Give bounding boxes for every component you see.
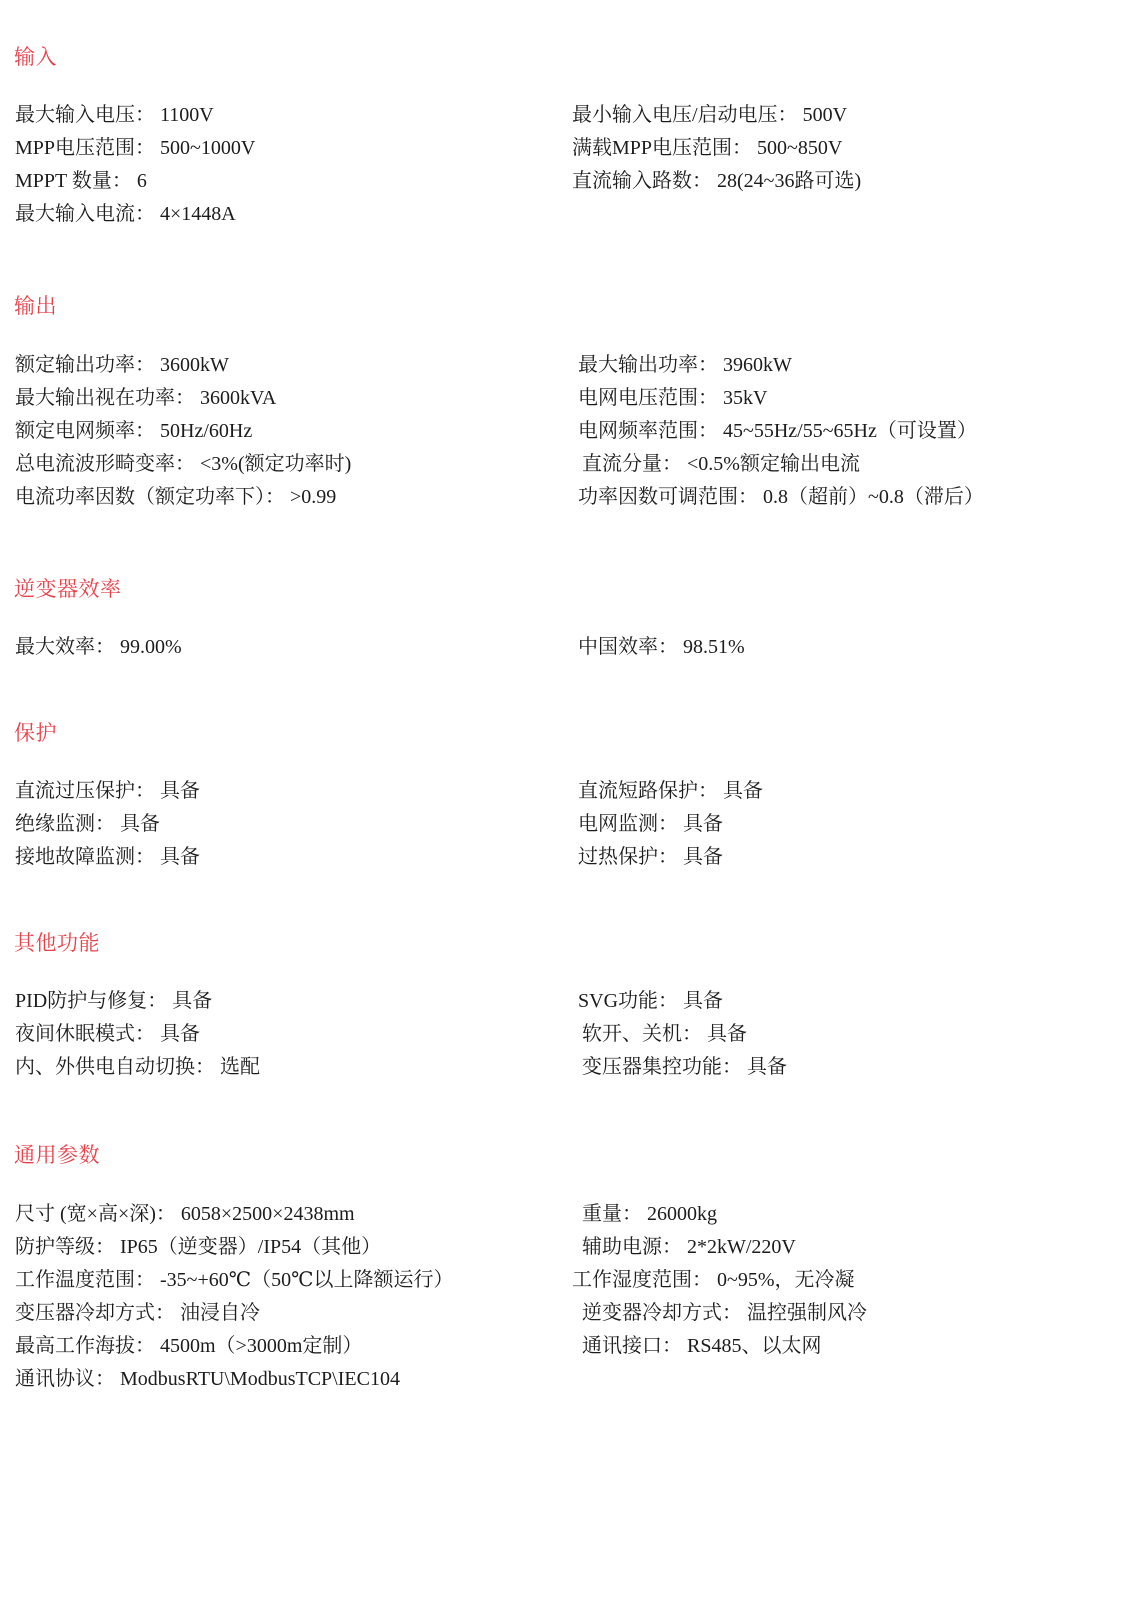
- section-efficiency: [14, 576, 1115, 664]
- spec-cell-right: [572, 808, 1115, 841]
- spec-label: 工作温度范围：: [15, 1268, 155, 1291]
- spec-label: 中国效率：: [578, 635, 678, 658]
- spec-label: SVG功能：: [578, 990, 679, 1013]
- spec-label: 逆变器冷却方式：: [582, 1301, 742, 1324]
- spec-label: 通讯协议：: [15, 1367, 115, 1390]
- spec-value: 50Hz/60Hz: [160, 419, 253, 442]
- spec-value: 0~95%，无冷凝: [717, 1268, 855, 1291]
- spec-row: [14, 1363, 1115, 1396]
- spec-row: [14, 165, 1115, 198]
- spec-value: 0.8（超前）~0.8（滞后）: [763, 485, 984, 508]
- spec-cell-right: [572, 481, 1115, 514]
- spec-rows-input: [14, 99, 1115, 231]
- spec-label: 直流短路保护：: [578, 780, 718, 803]
- spec-cell-right: [572, 841, 1115, 874]
- spec-value: 45~55Hz/55~65Hz（可设置）: [723, 419, 977, 442]
- spec-label: MPP电压范围：: [15, 137, 156, 160]
- spec-label: 最大输入电流：: [15, 203, 155, 226]
- spec-cell-left: [14, 1264, 572, 1297]
- spec-label: PID防护与修复：: [15, 990, 168, 1013]
- spec-cell-right: [572, 1297, 1115, 1330]
- spec-value: 500~1000V: [160, 137, 256, 160]
- spec-value: 6058×2500×2438mm: [180, 1202, 355, 1225]
- section-general: [14, 1142, 1115, 1395]
- spec-cell-left: [14, 1297, 572, 1330]
- spec-value: ModbusRTU\ModbusTCP\IEC104: [120, 1367, 400, 1390]
- spec-row: [14, 382, 1115, 415]
- spec-value: 500V: [802, 104, 848, 127]
- spec-cell-right: [572, 349, 1115, 382]
- spec-row: [14, 349, 1115, 382]
- spec-value: 具备: [723, 780, 763, 803]
- spec-cell-left: [14, 1330, 572, 1363]
- spec-label: 电网电压范围：: [578, 386, 718, 409]
- spec-value: -35~+60℃（50℃以上降额运行）: [160, 1268, 454, 1291]
- spec-value: 35kV: [723, 386, 768, 409]
- spec-cell-left: [14, 1018, 572, 1051]
- spec-cell-left: [14, 132, 572, 165]
- spec-cell-left: [14, 165, 572, 198]
- spec-cell-right: [572, 775, 1115, 808]
- spec-cell-left: [14, 775, 572, 808]
- spec-value: 具备: [683, 990, 724, 1013]
- spec-label: 最大输出视在功率：: [15, 386, 195, 409]
- spec-cell-right: [572, 985, 1115, 1018]
- spec-label: 最高工作海拔：: [15, 1334, 155, 1357]
- spec-value: 具备: [160, 846, 200, 869]
- spec-value: 3960kW: [723, 353, 792, 376]
- spec-value: 4×1448A: [160, 203, 236, 226]
- spec-cell-left: [14, 1363, 572, 1396]
- spec-label: 电网监测：: [578, 813, 678, 836]
- section-title-efficiency: 逆变器效率: [14, 576, 122, 601]
- spec-label: 过热保护：: [578, 846, 678, 869]
- spec-label: MPPT 数量：: [15, 170, 132, 193]
- spec-value: 具备: [120, 813, 160, 836]
- spec-value: 98.51%: [683, 635, 745, 658]
- spec-cell-left: [14, 985, 572, 1018]
- spec-label: 软开、关机：: [582, 1023, 702, 1046]
- spec-value: 2*2kW/220V: [687, 1235, 796, 1258]
- spec-row: [14, 775, 1115, 808]
- spec-label: 电流功率因数（额定功率下）：: [15, 485, 285, 508]
- spec-cell-right: [572, 132, 1115, 165]
- spec-cell-left: [14, 841, 572, 874]
- spec-value: 26000kg: [647, 1202, 717, 1225]
- spec-row: [14, 198, 1115, 231]
- spec-label: 重量：: [582, 1202, 642, 1225]
- spec-value: 选配: [220, 1056, 260, 1079]
- section-title-output: 输出: [14, 294, 57, 319]
- spec-value: 3600kVA: [200, 386, 277, 409]
- spec-value: >0.99: [290, 485, 337, 508]
- spec-label: 直流分量：: [582, 452, 682, 475]
- section-title-other-functions: 其他功能: [14, 931, 100, 956]
- spec-cell-right: [572, 1330, 1115, 1363]
- spec-row: [14, 985, 1115, 1018]
- spec-label: 总电流波形畸变率：: [15, 452, 195, 475]
- spec-cell-left: [14, 448, 572, 481]
- spec-value: 4500m（>3000m定制）: [160, 1334, 363, 1357]
- spec-row: [14, 99, 1115, 132]
- spec-row: [14, 808, 1115, 841]
- spec-cell-left: [14, 382, 572, 415]
- spec-cell-left: [14, 481, 572, 514]
- spec-label: 额定输出功率：: [15, 353, 155, 376]
- spec-row: [14, 841, 1115, 874]
- spec-value: 油浸自冷: [180, 1301, 260, 1324]
- spec-value: 具备: [172, 990, 213, 1013]
- spec-row: [14, 1330, 1115, 1363]
- spec-rows-general: [14, 1198, 1115, 1396]
- spec-cell-right: [572, 415, 1115, 448]
- spec-cell-left: [14, 415, 572, 448]
- spec-rows-output: [14, 349, 1115, 514]
- spec-label: 直流输入路数：: [572, 170, 712, 193]
- spec-cell-right: [572, 99, 1115, 132]
- spec-value: RS485、以太网: [687, 1334, 822, 1357]
- spec-value: 温控强制风冷: [747, 1301, 867, 1324]
- spec-label: 变压器冷却方式：: [15, 1301, 175, 1324]
- spec-label: 最大效率：: [15, 635, 115, 658]
- spec-label: 功率因数可调范围：: [578, 485, 758, 508]
- spec-value: 3600kW: [160, 353, 229, 376]
- spec-label: 变压器集控功能：: [582, 1056, 742, 1079]
- section-title-protection: 保护: [14, 720, 57, 745]
- spec-cell-left: [14, 349, 572, 382]
- spec-label: 最大输入电压：: [15, 104, 155, 127]
- spec-row: [14, 631, 1115, 664]
- section-title-input: 输入: [14, 45, 57, 69]
- spec-row: [14, 448, 1115, 481]
- spec-cell-left: [14, 1051, 572, 1084]
- spec-value: 具备: [683, 813, 723, 836]
- spec-row: [14, 132, 1115, 165]
- spec-cell-right: [572, 1198, 1115, 1231]
- spec-value: 具备: [683, 846, 723, 869]
- section-input: [14, 44, 1115, 231]
- spec-label: 额定电网频率：: [15, 419, 155, 442]
- spec-value: 具备: [747, 1056, 787, 1079]
- spec-cell-left: [14, 808, 572, 841]
- spec-cell-left: [14, 198, 572, 231]
- spec-cell-right: [572, 1231, 1115, 1264]
- spec-cell-right: [572, 1264, 1115, 1297]
- spec-value: 28(24~36路可选): [717, 170, 862, 193]
- spec-label: 通讯接口：: [582, 1334, 682, 1357]
- spec-value: 具备: [160, 1023, 200, 1046]
- spec-label: 绝缘监测：: [15, 813, 115, 836]
- spec-label: 辅助电源：: [582, 1235, 682, 1258]
- spec-row: [14, 1018, 1115, 1051]
- spec-row: [14, 1297, 1115, 1330]
- spec-label: 工作湿度范围：: [572, 1268, 712, 1291]
- spec-label: 防护等级：: [15, 1235, 115, 1258]
- spec-value: 6: [136, 170, 147, 193]
- spec-label: 最大输出功率：: [578, 353, 718, 376]
- spec-row: [14, 1198, 1115, 1231]
- spec-label: 直流过压保护：: [15, 780, 155, 803]
- spec-label: 夜间休眠模式：: [15, 1023, 155, 1046]
- section-other-functions: [14, 930, 1115, 1084]
- spec-label: 尺寸 (宽×高×深)：: [15, 1202, 176, 1225]
- spec-value: IP65（逆变器）/IP54（其他）: [120, 1235, 382, 1258]
- spec-row: [14, 1231, 1115, 1264]
- spec-value: 99.00%: [120, 635, 182, 658]
- spec-cell-right: [572, 1018, 1115, 1051]
- spec-rows-efficiency: [14, 631, 1115, 664]
- spec-cell-right: [572, 631, 1115, 664]
- spec-value: 1100V: [160, 104, 214, 127]
- spec-row: [14, 415, 1115, 448]
- section-title-general: 通用参数: [14, 1143, 100, 1168]
- spec-value: <3%(额定功率时): [200, 452, 352, 475]
- spec-cell-left: [14, 631, 572, 664]
- spec-value: 具备: [707, 1023, 747, 1046]
- spec-cell-right: [572, 165, 1115, 198]
- spec-cell-left: [14, 99, 572, 132]
- spec-cell-right: [572, 448, 1115, 481]
- section-output: [14, 293, 1115, 513]
- spec-value: <0.5%额定输出电流: [687, 452, 860, 475]
- section-protection: [14, 720, 1115, 874]
- spec-row: [14, 1051, 1115, 1084]
- spec-cell-right: [572, 382, 1115, 415]
- spec-cell-left: [14, 1231, 572, 1264]
- spec-rows-other-functions: [14, 985, 1115, 1084]
- spec-value: 具备: [160, 780, 200, 803]
- spec-label: 电网频率范围：: [578, 419, 718, 442]
- spec-rows-protection: [14, 775, 1115, 874]
- spec-value: 500~850V: [757, 137, 843, 160]
- spec-row: [14, 1264, 1115, 1297]
- spec-label: 内、外供电自动切换：: [15, 1056, 215, 1079]
- spec-cell-left: [14, 1198, 572, 1231]
- spec-cell-right: [572, 1051, 1115, 1084]
- spec-label: 接地故障监测：: [15, 846, 155, 869]
- spec-label: 最小输入电压/启动电压：: [572, 104, 798, 127]
- spec-row: [14, 481, 1115, 514]
- spec-label: 满载MPP电压范围：: [572, 137, 753, 160]
